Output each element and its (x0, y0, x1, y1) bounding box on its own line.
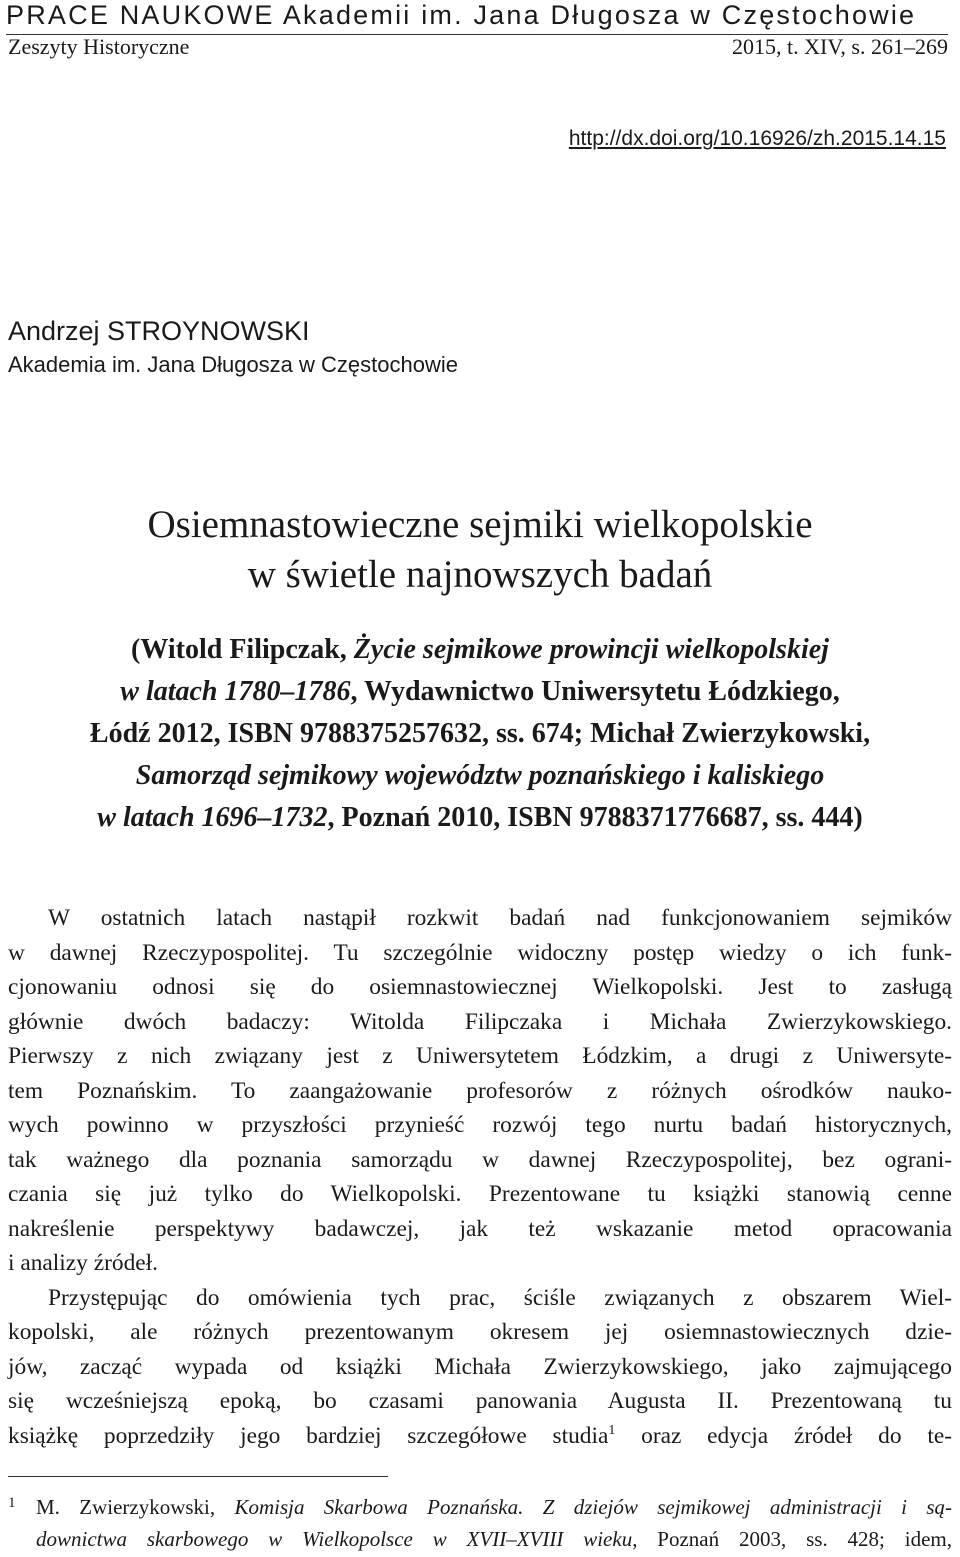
footnote-rule (8, 1476, 388, 1477)
text-line: się wcześniejszą epoką, bo czasami panowania Augusta II. Prezentowaną tu (8, 1388, 952, 1414)
paragraph (8, 1281, 952, 1454)
title-line: Osiemnastowieczne sejmiki wielkopolskie (147, 503, 813, 546)
text-line: Pierwszy z nich związany jest z Uniwersytetem Łódzkim, a drugi z Uniwersyte- (8, 1043, 952, 1069)
review-line (0, 797, 960, 839)
text-segment: książkę poprzedziły jego bardziej szczegółowe studia (8, 1422, 609, 1449)
text-line (36, 1491, 952, 1523)
review-line (0, 755, 960, 797)
series-title: PRACE NAUKOWE Akademii im. Jana Długosza w Częstochowie (6, 0, 917, 30)
footnote-number: 1 (8, 1495, 16, 1511)
article-body (8, 901, 952, 1453)
text-line: W ostatnich latach nastąpił rozkwit badań nad funkcjonowaniem sejmików (48, 905, 952, 931)
text-line: nakreślenie perspektywy badawczej, jak też wskazanie metod opracowania (8, 1215, 952, 1242)
doi-link[interactable]: http://dx.doi.org/10.16926/zh.2015.14.15 (568, 127, 946, 150)
text-segment: M. Zwierzykowski, (36, 1495, 235, 1519)
journal-name: Zeszyty Historyczne (8, 34, 190, 59)
footnote-ref[interactable]: 1 (608, 1422, 616, 1438)
review-line: Łódź 2012, ISBN 9788375257632, ss. 674; Michał Zwierzykowski, (89, 718, 871, 749)
text-line (36, 1523, 952, 1555)
text-line: i analizy źródeł. (8, 1250, 159, 1276)
book-title: w latach 1780–1786 (120, 676, 351, 707)
text-line: czania się już tylko do Wielkopolski. Prezentowane tu książki stanowią cenne (8, 1181, 952, 1207)
volume-info: 2015, t. XIV, s. 261–269 (732, 34, 948, 59)
paragraph (8, 901, 952, 1281)
article-title (0, 500, 960, 600)
cited-title: Komisja Skarbowa Poznańska. Z dziejów sejmikowej administracji i są- (234, 1495, 953, 1519)
title-line: w świetle najnowszych badań (247, 553, 713, 596)
text-line: jów, zacząć wypada od książki Michała Zwierzykowskiego, jako zajmującego (8, 1353, 952, 1380)
review-text: , Poznań 2010, ISBN 9788371776687, ss. 444) (327, 802, 863, 833)
text-line: wych powinno w przyszłości przynieść rozwój tego nurtu badań historycznych, (8, 1112, 952, 1138)
footnote-text (8, 1491, 952, 1555)
review-text: , Wydawnictwo Uniwersytetu Łódzkiego, (350, 676, 840, 707)
text-line: głównie dwóch badaczy: Witolda Filipczaka i Michała Zwierzykowskiego. (8, 1008, 952, 1035)
text-line: cjonowaniu odnosi się do osiemnastowiecznej Wielkopolski. Jest to zasługą (8, 974, 952, 1000)
text-line: kopolski, ale różnych prezentowanym okresem jej osiemnastowiecznych dzie- (8, 1319, 952, 1345)
book-title: Życie sejmikowe prowincji wielkopolskiej (353, 634, 829, 665)
book-title: w latach 1696–1732 (97, 802, 328, 833)
text-segment: oraz edycja źródeł do te- (615, 1422, 952, 1449)
book-title: Samorząd sejmikowy województw poznańskiego i kaliskiego (135, 760, 825, 791)
author-name: Andrzej STROYNOWSKI (8, 316, 310, 346)
text-line: Przystępując do omówienia tych prac, ściśle związanych z obszarem Wiel- (48, 1284, 952, 1311)
review-line (0, 671, 960, 713)
reviewed-books (0, 629, 960, 839)
review-line (0, 629, 960, 671)
review-text: (Witold Filipczak, (131, 634, 354, 665)
footnote (8, 1491, 952, 1555)
text-line (8, 1419, 952, 1454)
text-line: tak ważnego dla poznania samorządu w dawnej Rzeczypospolitej, bez ograni- (8, 1146, 952, 1173)
text-line: tem Poznańskim. To zaangażowanie profesorów z różnych ośrodków nauko- (8, 1077, 952, 1104)
text-segment: , Poznań 2003, ss. 428; idem, (632, 1527, 952, 1551)
cited-title: downictwa skarbowego w Wielkopolsce w XVII–XVIII wieku (36, 1527, 633, 1551)
author-affiliation: Akademia im. Jana Długosza w Częstochowie (8, 352, 458, 377)
text-line: w dawnej Rzeczypospolitej. Tu szczególnie widoczny postęp wiedzy o ich funk- (8, 939, 952, 966)
